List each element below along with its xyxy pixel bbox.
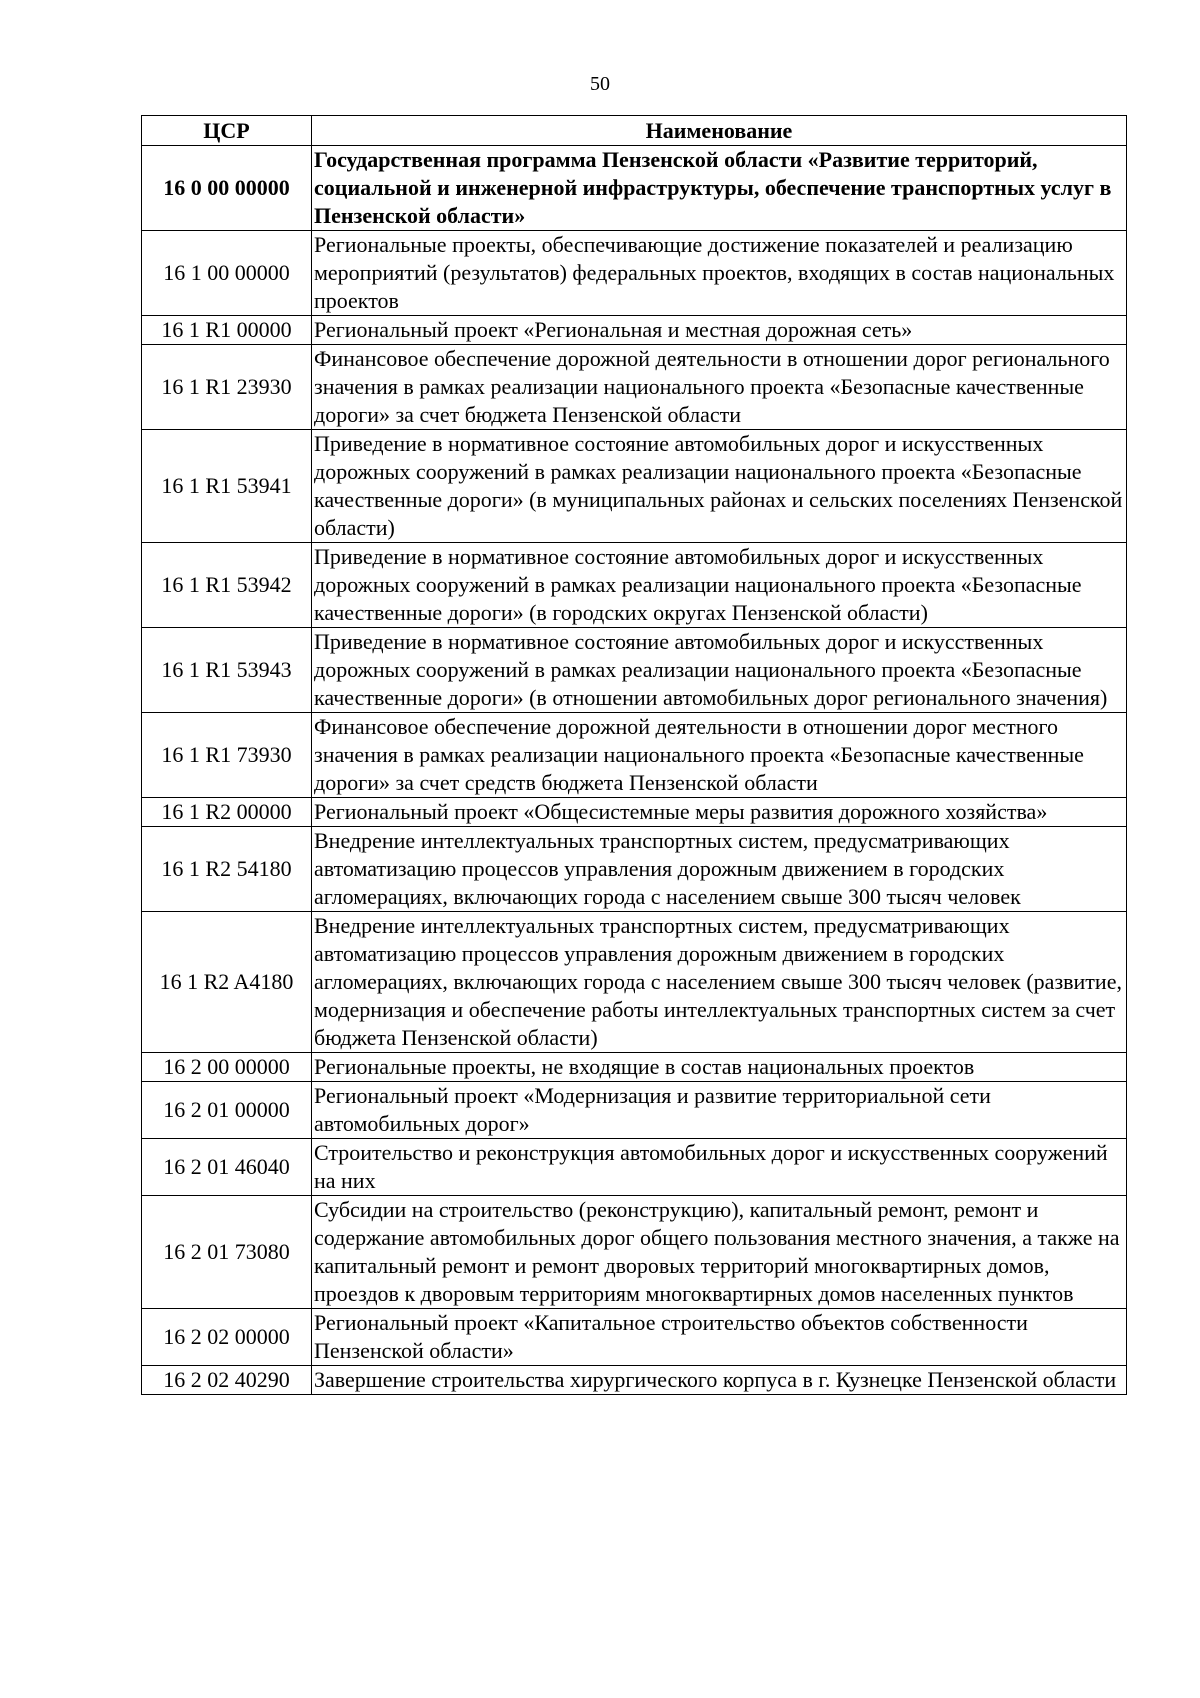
table-row [142,1053,1127,1082]
table-body [142,146,1127,1395]
table-row [142,1196,1127,1309]
csr-table [141,115,1127,1395]
table-row [142,713,1127,798]
name-cell: Внедрение интеллектуальных транспортных систем, предусматривающих автоматизацию процессов управления дорожным движением в городских агломерациях, включающих города с населением свыше 300 тысяч человек [312,827,1127,912]
csr-code-cell: 16 2 02 00000 [142,1309,312,1366]
csr-code-cell: 16 1 R1 00000 [142,316,312,345]
name-cell: Региональный проект «Региональная и местная дорожная сеть» [312,316,1127,345]
column-header-code: ЦСР [142,116,312,146]
csr-code-cell: 16 1 R1 23930 [142,345,312,430]
csr-code-cell: 16 1 R2 54180 [142,827,312,912]
name-cell: Субсидии на строительство (реконструкцию), капитальный ремонт, ремонт и содержание автомобильных дорог общего пользования местного значения, а также на капитальный ремонт и ремонт дворовых территорий многоквартирных домов, проездов к дворовым территориям многоквартирных домов населенных пунктов [312,1196,1127,1309]
page-number: 50 [590,73,610,95]
name-cell: Строительство и реконструкция автомобильных дорог и искусственных сооружений на них [312,1139,1127,1196]
csr-code-cell: 16 1 R1 53941 [142,430,312,543]
csr-code-cell: 16 2 00 00000 [142,1053,312,1082]
table-header-row [142,116,1127,146]
column-header-name: Наименование [312,116,1127,146]
csr-code-cell: 16 2 02 40290 [142,1366,312,1395]
table-row [142,1139,1127,1196]
name-cell: Региональные проекты, не входящие в состав национальных проектов [312,1053,1127,1082]
table-row [142,912,1127,1053]
csr-code-cell: 16 2 01 00000 [142,1082,312,1139]
csr-code-cell: 16 2 01 73080 [142,1196,312,1309]
csr-code-cell: 16 1 00 00000 [142,231,312,316]
table-row [142,798,1127,827]
name-cell: Завершение строительства хирургического корпуса в г. Кузнецке Пензенской области [312,1366,1127,1395]
csr-code-cell: 16 0 00 00000 [142,146,312,231]
name-cell: Региональный проект «Модернизация и развитие территориальной сети автомобильных дорог» [312,1082,1127,1139]
table-row [142,345,1127,430]
csr-code-cell: 16 1 R1 53943 [142,628,312,713]
table-row [142,827,1127,912]
table-row [142,146,1127,231]
csr-code-cell: 16 1 R2 00000 [142,798,312,827]
table-row [142,1082,1127,1139]
table-row [142,1309,1127,1366]
name-cell: Внедрение интеллектуальных транспортных систем, предусматривающих автоматизацию процессов управления дорожным движением в городских агломерациях, включающих города с населением свыше 300 тысяч человек (развитие, модернизация и обеспечение работы интеллектуальных транспортных систем за счет бюджета Пензенской области) [312,912,1127,1053]
table-row [142,231,1127,316]
csr-code-cell: 16 2 01 46040 [142,1139,312,1196]
name-cell: Региональный проект «Капитальное строительство объектов собственности Пензенской области» [312,1309,1127,1366]
name-cell: Региональные проекты, обеспечивающие достижение показателей и реализацию мероприятий (результатов) федеральных проектов, входящих в состав национальных проектов [312,231,1127,316]
name-cell: Приведение в нормативное состояние автомобильных дорог и искусственных дорожных сооружений в рамках реализации национального проекта «Безопасные качественные дороги» (в городских округах Пензенской области) [312,543,1127,628]
name-cell: Приведение в нормативное состояние автомобильных дорог и искусственных дорожных сооружений в рамках реализации национального проекта «Безопасные качественные дороги» (в отношении автомобильных дорог регионального значения) [312,628,1127,713]
name-cell: Государственная программа Пензенской области «Развитие территорий, социальной и инженерной инфраструктуры, обеспечение транспортных услуг в Пензенской области» [312,146,1127,231]
table-row [142,543,1127,628]
name-cell: Финансовое обеспечение дорожной деятельности в отношении дорог местного значения в рамках реализации национального проекта «Безопасные качественные дороги» за счет средств бюджета Пензенской области [312,713,1127,798]
name-cell: Финансовое обеспечение дорожной деятельности в отношении дорог регионального значения в рамках реализации национального проекта «Безопасные качественные дороги» за счет бюджета Пензенской области [312,345,1127,430]
csr-code-cell: 16 1 R2 A4180 [142,912,312,1053]
table-row [142,316,1127,345]
table-row [142,628,1127,713]
table-row [142,1366,1127,1395]
name-cell: Региональный проект «Общесистемные меры развития дорожного хозяйства» [312,798,1127,827]
csr-code-cell: 16 1 R1 73930 [142,713,312,798]
table-row [142,430,1127,543]
name-cell: Приведение в нормативное состояние автомобильных дорог и искусственных дорожных сооружений в рамках реализации национального проекта «Безопасные качественные дороги» (в муниципальных районах и сельских поселениях Пензенской области) [312,430,1127,543]
csr-code-cell: 16 1 R1 53942 [142,543,312,628]
